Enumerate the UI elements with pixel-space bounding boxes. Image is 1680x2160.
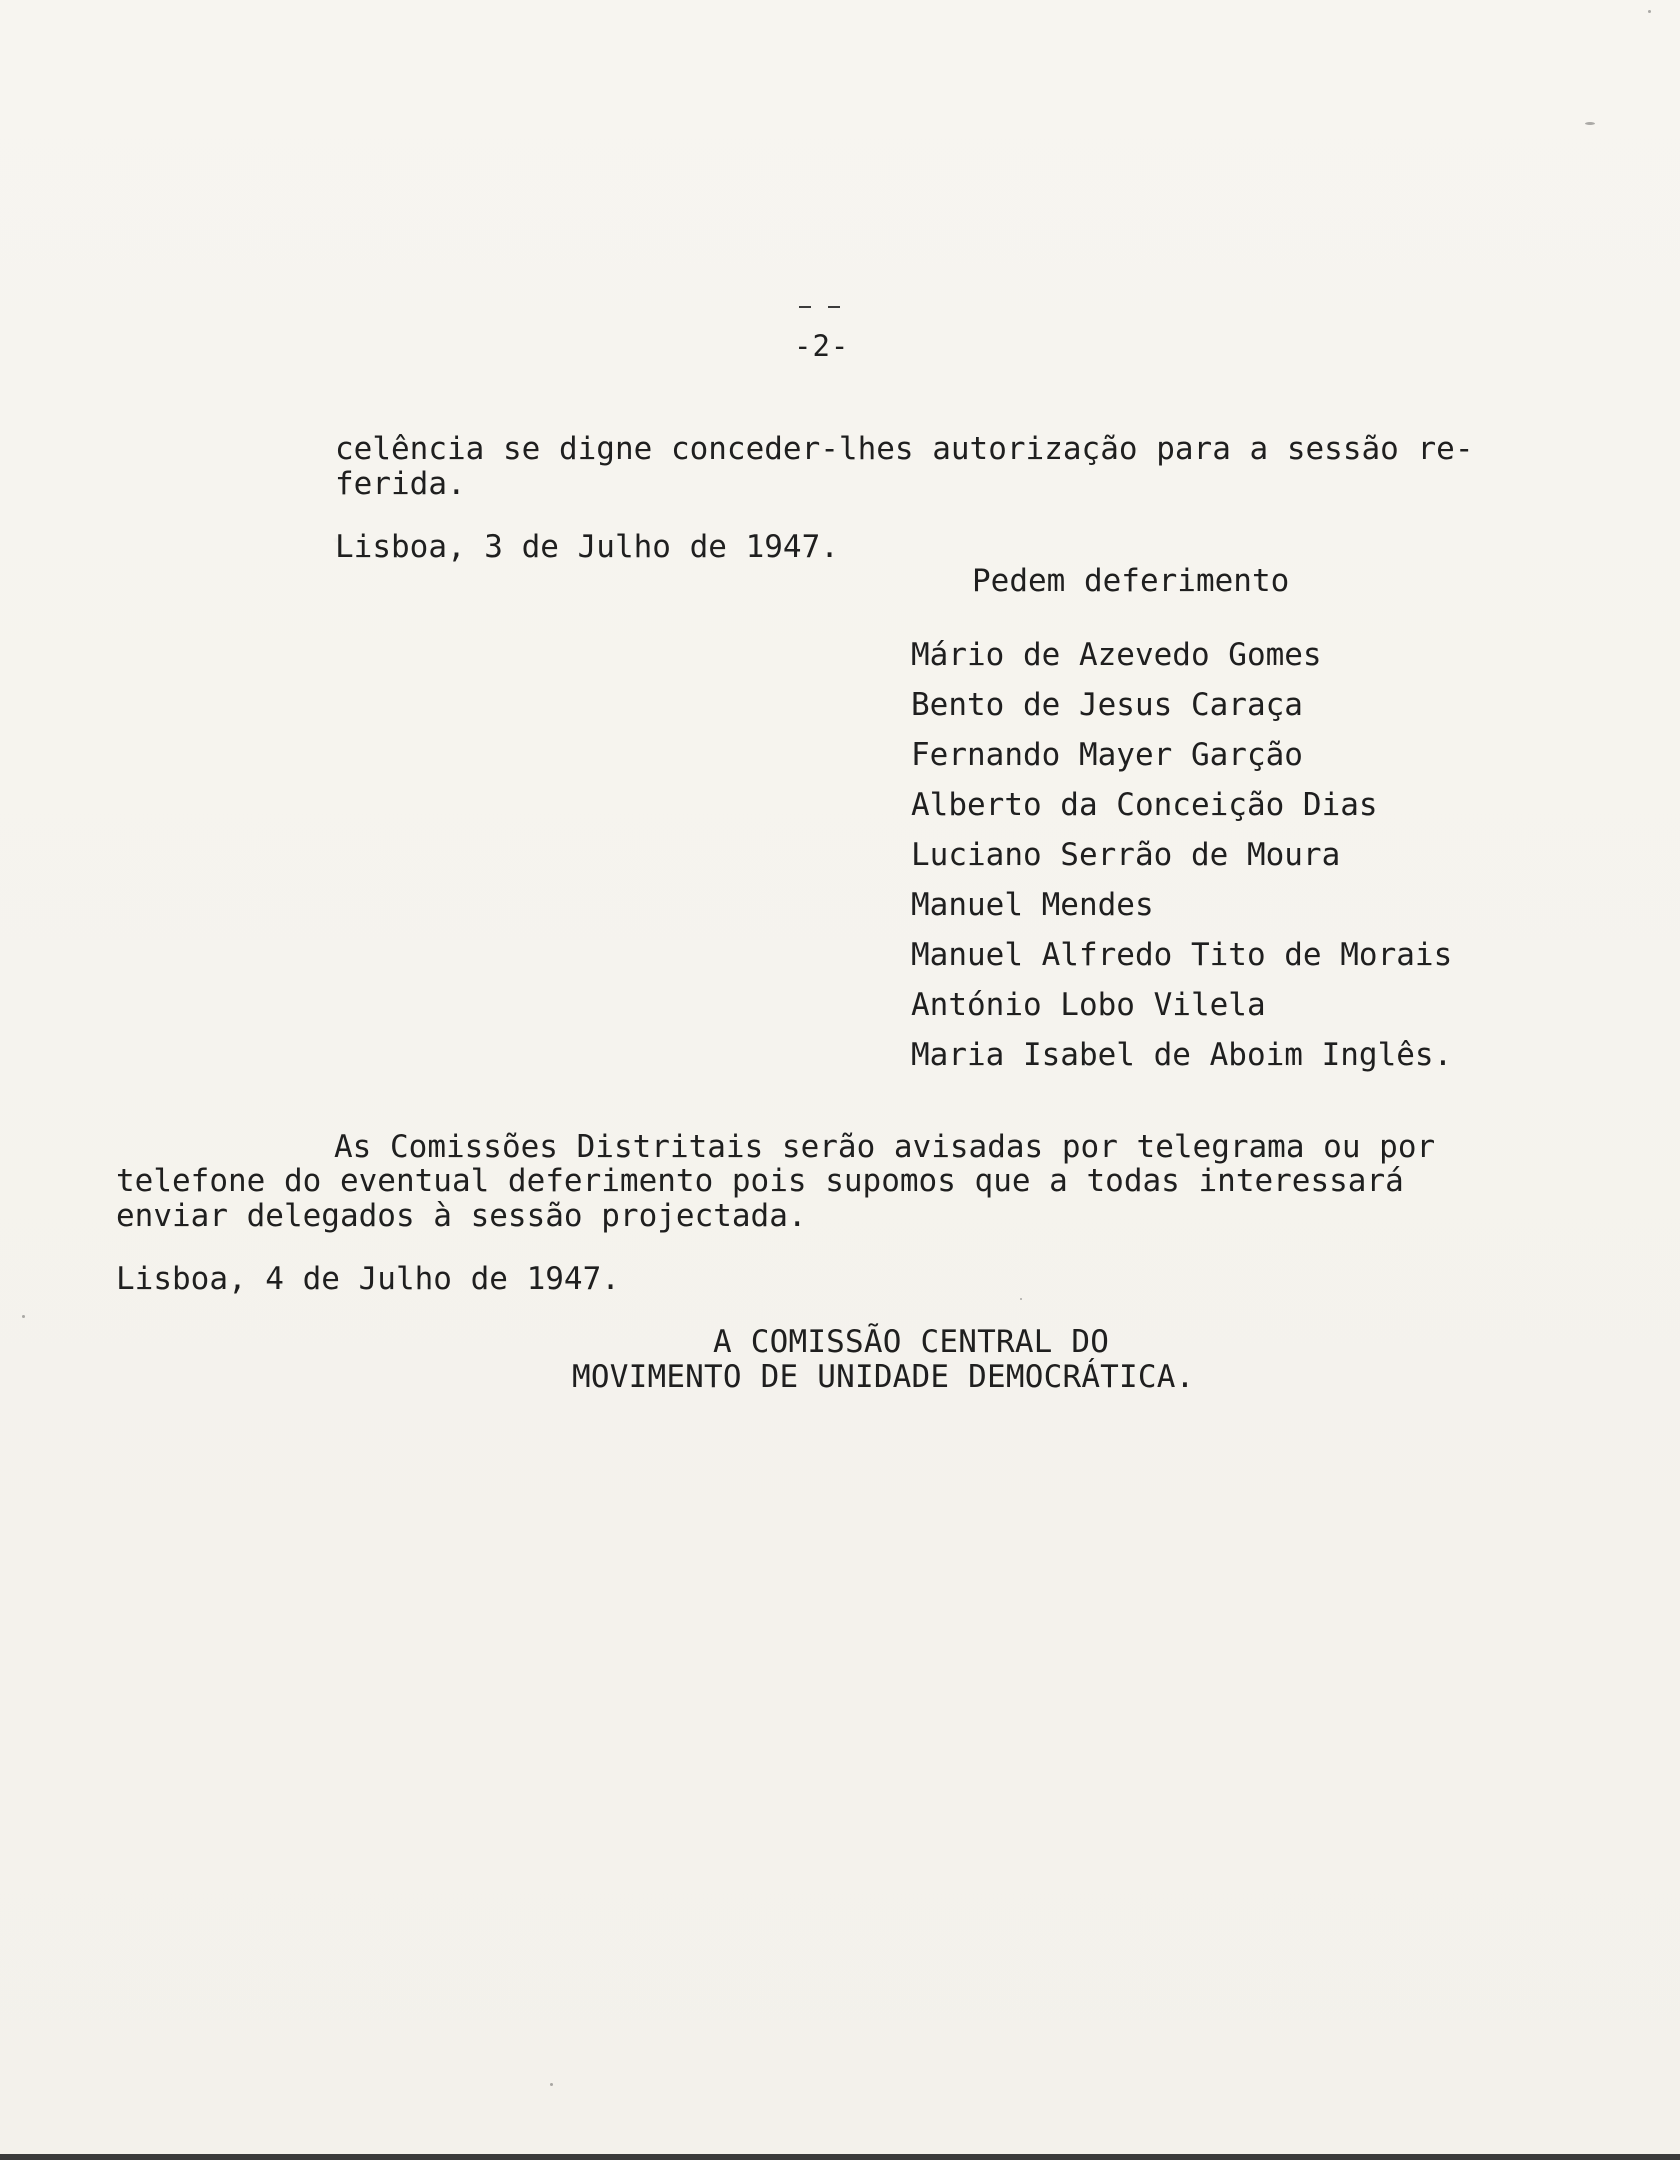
page-number: -2- [794,329,850,363]
bottom-edge-line [0,2154,1680,2160]
second-date: Lisboa, 4 de Julho de 1947. [116,1261,620,1297]
opening-line-1: celência se digne conceder-lhes autorização para a sessão re- [335,431,1474,467]
page-speck [1585,122,1595,125]
opening-line-2: ferida. [335,466,466,502]
notice-line-1: As Comissões Distritais serão avisadas por telegrama ou por [334,1129,1436,1165]
page-speck [1648,10,1651,13]
first-date: Lisboa, 3 de Julho de 1947. [335,529,839,565]
signatory-name: Mário de Azevedo Gomes [911,637,1322,673]
signatory-name: Maria Isabel de Aboim Inglês. [911,1037,1453,1073]
signatory-name: Luciano Serrão de Moura [911,837,1341,873]
signatory-name: Bento de Jesus Caraça [911,687,1303,723]
page-dash-mark [799,306,811,308]
signatory-name: Manuel Alfredo Tito de Morais [911,937,1453,973]
closing-line-1: A COMISSÃO CENTRAL DO [713,1324,1110,1360]
page-speck [550,2083,553,2086]
notice-line-2: telefone do eventual deferimento pois supomos que a todas interessará [116,1163,1404,1199]
signatory-name: António Lobo Vilela [911,987,1266,1023]
closing-line-2: MOVIMENTO DE UNIDADE DEMOCRÁTICA. [572,1359,1195,1395]
signature-list [911,630,1531,1080]
page-speck [22,1315,25,1318]
signatory-name: Fernando Mayer Garção [911,737,1303,773]
page-speck [1020,1298,1022,1300]
signatory-name: Manuel Mendes [911,887,1154,923]
request-line: Pedem deferimento [972,563,1290,599]
page-dash-mark [828,306,840,308]
signatory-name: Alberto da Conceição Dias [911,787,1378,823]
notice-line-3: enviar delegados à sessão projectada. [116,1198,807,1234]
